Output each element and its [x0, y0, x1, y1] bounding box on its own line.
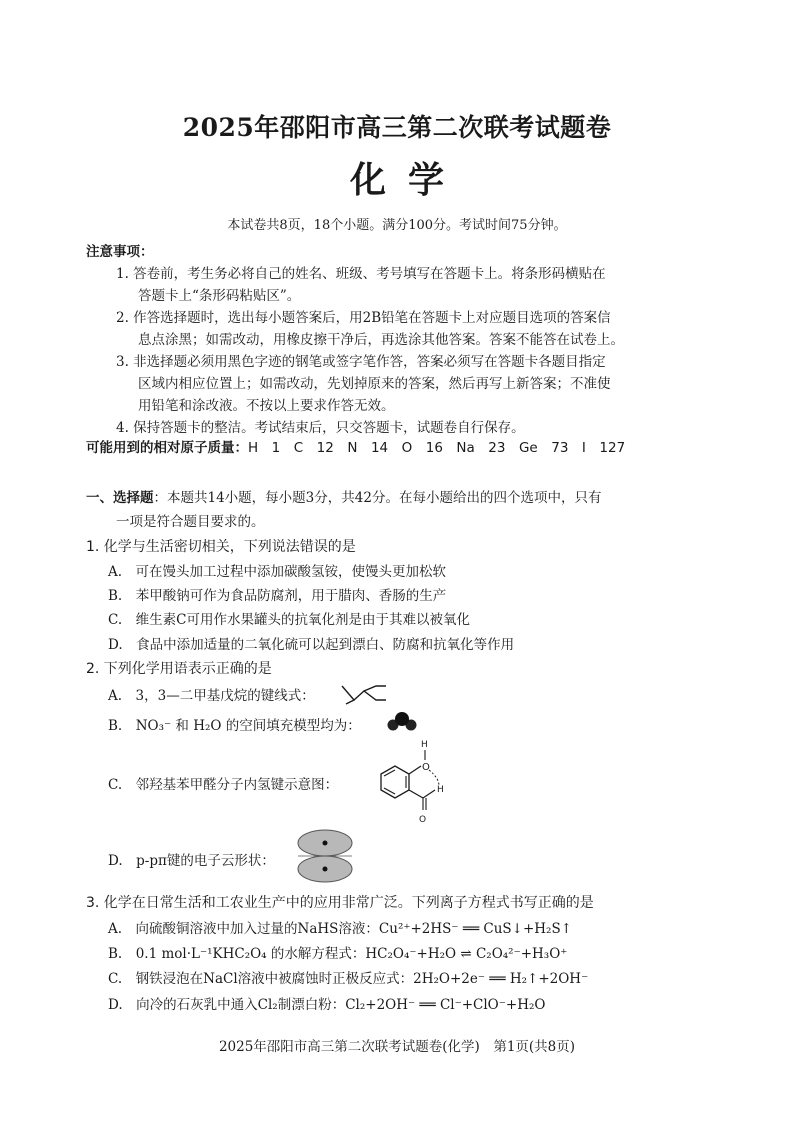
q2-option-d: D. p-pπ键的电子云形状： — [108, 853, 275, 869]
page-footer: 2025年邵阳市高三第二次联考试题卷(化学) 第1页(共8页) — [218, 1039, 576, 1055]
question-1-stem: 1. 化学与生活密切相关，下列说法错误的是 — [86, 539, 356, 555]
h-label: H — [437, 785, 444, 795]
h-label: H — [421, 740, 428, 750]
note-line: 区域内相应位置上；如需改动，先划掉原来的答案，然后再写上新答案；不准使 — [138, 376, 611, 392]
q1-option-a: A. 可在馒头加工过程中添加碳酸氢铵，使馒头更加松软 — [108, 564, 447, 580]
section-heading — [86, 486, 601, 506]
q1-option-d: D. 食品中添加适量的二氧化硫可以起到漂白、防腐和抗氧化等作用 — [108, 637, 515, 653]
note-line: 3. 非选择题必须用黑色字迹的钢笔或签字笔作答，答案必须写在答题卡各题目指定 — [116, 354, 606, 370]
note-line: 2. 作答选择题时，选出每小题答案后，用2B铅笔在答题卡上对应题目选项的答案信 — [116, 310, 611, 326]
space-filling-model-figure — [385, 710, 419, 732]
q3-option-c: C. 钢铁浸泡在NaCl溶液中被腐蚀时正极反应式：2H₂O+2e⁻ ══ H₂↑+2OH⁻ — [108, 971, 589, 987]
note-line: 息点涂黑；如需改动，用橡皮擦干净后，再选涂其他答案。答案不能答在试卷上。 — [138, 332, 624, 348]
section-title: 一、选择题 — [86, 490, 154, 506]
atomic-masses-values: H 1 C 12 N 14 O 16 Na 23 Ge 73 I 127 — [248, 440, 626, 456]
q3-option-b: B. 0.1 mol·L⁻¹KHC₂O₄ 的水解方程式：HC₂O₄⁻+H₂O ⇌ C₂O₄²⁻+H₃O⁺ — [108, 946, 568, 962]
notes-heading: 注意事项： — [86, 244, 154, 260]
skeletal-formula-figure — [340, 683, 388, 705]
question-3-stem: 3. 化学在日常生活和工农业生产中的应用非常广泛。下列离子方程式书写正确的是 — [86, 895, 594, 911]
atomic-masses — [86, 436, 625, 456]
q1-option-b: B. 苯甲酸钠可作为食品防腐剂，用于腊肉、香肠的生产 — [108, 588, 447, 604]
note-line: 1. 答卷前，考生务必将自己的姓名、班级、考号填写在答题卡上。将条形码横贴在 — [116, 266, 606, 282]
exam-info: 本试卷共8页，18个小题。满分100分。考试时间75分钟。 — [227, 218, 567, 233]
section-desc-cont: 一项是符合题目要求的。 — [116, 514, 265, 530]
q3-option-d: D. 向冷的石灰乳中通入Cl₂制漂白粉：Cl₂+2OH⁻ ══ Cl⁻+ClO⁻+H₂O — [108, 997, 546, 1013]
note-line: 答题卡上“条形码粘贴区”。 — [138, 288, 301, 304]
exam-title: 2025年邵阳市高三第二次联考试题卷 — [182, 113, 612, 142]
question-2-stem: 2. 下列化学用语表示正确的是 — [86, 661, 272, 677]
note-line: 4. 保持答题卡的整洁。考试结束后，只交答题卡，试题卷自行保存。 — [116, 420, 525, 436]
hydrogen-bond-figure — [365, 736, 465, 826]
atomic-masses-label: 可能用到的相对原子质量： — [86, 440, 248, 456]
q2-option-b: B. NO₃⁻ 和 H₂O 的空间填充模型均为： — [108, 718, 361, 734]
section-desc: ：本题共14小题，每小题3分，共42分。在每小题给出的四个选项中，只有 — [153, 490, 602, 506]
q2-option-c: C. 邻羟基苯甲醛分子内氢键示意图： — [108, 777, 339, 793]
q3-option-a: A. 向硫酸铜溶液中加入过量的NaHS溶液：Cu²⁺+2HS⁻ ══ CuS↓+H₂S↑ — [108, 921, 573, 937]
q2-option-a: A. 3，3—二甲基戊烷的键线式： — [108, 688, 315, 704]
p-p-pi-orbital-figure — [296, 826, 354, 886]
q1-option-c: C. 维生素C可用作水果罐头的抗氧化剂是由于其难以被氧化 — [108, 612, 470, 628]
note-line: 用铅笔和涂改液。不按以上要求作答无效。 — [138, 398, 395, 414]
subject-title: 化学 — [349, 159, 466, 201]
svg-text:O: O — [422, 762, 430, 773]
o-label: O — [419, 815, 427, 825]
